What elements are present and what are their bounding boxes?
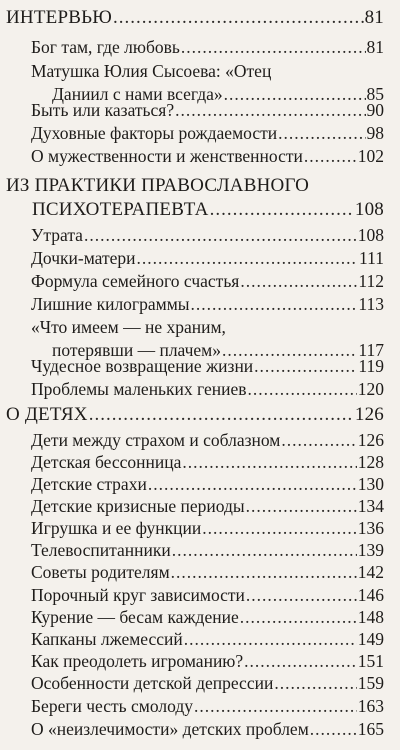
toc-page: 163 xyxy=(357,696,384,716)
leader-dots xyxy=(182,452,356,472)
toc-page: 159 xyxy=(357,673,384,693)
leader-dots xyxy=(240,271,357,291)
leader-dots xyxy=(310,719,357,739)
toc-title: Духовные факторы рождаемости xyxy=(31,123,278,143)
toc-page: 136 xyxy=(357,518,384,538)
leader-dots xyxy=(148,474,357,494)
toc-title: Порочный круг зависимости xyxy=(31,585,245,605)
toc-item xyxy=(0,100,400,120)
toc-item xyxy=(0,673,400,693)
toc-item xyxy=(0,271,400,291)
toc-item xyxy=(0,696,400,716)
toc-page: 85 xyxy=(366,84,384,104)
leader-dots xyxy=(254,356,357,376)
toc-item xyxy=(0,248,400,268)
leader-dots xyxy=(240,607,357,627)
toc-title: Быть или казаться? xyxy=(31,100,175,120)
leader-dots xyxy=(202,518,357,538)
toc-title: Береги честь смолоду xyxy=(31,696,194,716)
leader-dots xyxy=(274,673,356,693)
toc-title: Дочки-матери xyxy=(31,248,136,268)
toc-title: Дети между страхом и соблазном xyxy=(31,430,281,450)
leader-dots xyxy=(278,123,365,143)
toc-page: 139 xyxy=(357,540,384,560)
toc-item xyxy=(0,430,400,450)
toc-title: «Что имеем — не храним, xyxy=(31,317,226,337)
leader-dots xyxy=(194,696,357,716)
toc-page: 134 xyxy=(357,496,384,516)
leader-dots xyxy=(191,294,358,314)
leader-dots xyxy=(137,248,359,268)
toc-page: 113 xyxy=(358,294,384,314)
toc-page: 126 xyxy=(357,430,384,450)
toc-page: 81 xyxy=(366,37,384,57)
toc-item xyxy=(0,496,400,516)
toc-title-cont: Даниил с нами всегда» xyxy=(52,84,223,104)
leader-dots xyxy=(181,37,366,57)
leader-dots xyxy=(248,379,357,399)
toc-page: 112 xyxy=(358,271,384,291)
toc-page: 108 xyxy=(354,199,384,220)
toc-title: ИНТЕРВЬЮ xyxy=(6,7,112,28)
toc-item xyxy=(0,452,400,472)
toc-title: Чудесное возвращение жизни xyxy=(31,356,254,376)
leader-dots xyxy=(246,496,357,516)
toc-item xyxy=(0,379,400,399)
toc-title: Капканы лжемессий xyxy=(31,629,183,649)
toc-item xyxy=(0,518,400,538)
leader-dots xyxy=(113,8,364,28)
toc-page: 142 xyxy=(357,562,384,582)
toc-item xyxy=(0,317,400,361)
toc-title: Игрушка и ее функции xyxy=(31,518,202,538)
toc-item xyxy=(0,540,400,560)
leader-dots xyxy=(184,629,357,649)
toc-page: 119 xyxy=(358,356,384,376)
toc-title: Телевоспитанники xyxy=(31,540,171,560)
toc-page: 165 xyxy=(357,719,384,739)
toc-section-children xyxy=(0,405,400,427)
leader-dots xyxy=(175,100,365,120)
toc-title: Формула семейного счастья xyxy=(31,271,240,291)
toc-item xyxy=(0,585,400,605)
leader-dots xyxy=(244,651,357,671)
toc-item xyxy=(0,719,400,739)
toc-section-practice xyxy=(0,176,400,224)
toc-item xyxy=(0,356,400,376)
toc-page: 117 xyxy=(358,340,384,360)
toc-title: Матушка Юлия Сысоева: «Отец xyxy=(31,61,272,81)
toc-item xyxy=(0,629,400,649)
toc-title: О мужественности и женственности xyxy=(31,146,303,166)
toc-title: Проблемы маленьких гениев xyxy=(31,379,247,399)
toc-item xyxy=(0,146,400,166)
toc-page: 90 xyxy=(366,100,384,120)
toc-title: Как преодолеть игроманию? xyxy=(31,651,244,671)
toc-item xyxy=(0,123,400,143)
toc-page: 108 xyxy=(357,225,384,245)
toc-page: 146 xyxy=(357,585,384,605)
toc-title-cont: ПСИХОТЕРАПЕВТА xyxy=(32,199,209,220)
leader-dots xyxy=(172,540,357,560)
toc-item xyxy=(0,474,400,494)
toc-title: Детские кризисные периоды xyxy=(31,496,245,516)
toc-section-interview xyxy=(0,8,400,30)
toc-title: Советы родителям xyxy=(31,562,170,582)
toc-item xyxy=(0,294,400,314)
toc-page: 102 xyxy=(357,146,384,166)
toc-item xyxy=(0,651,400,671)
toc-item xyxy=(0,562,400,582)
toc-title: Утрата xyxy=(31,225,83,245)
toc-item xyxy=(0,37,400,57)
leader-dots xyxy=(210,200,354,220)
toc-title: Лишние килограммы xyxy=(31,294,190,314)
toc-page: 126 xyxy=(354,404,384,425)
toc-item xyxy=(0,225,400,245)
toc-page: 148 xyxy=(357,607,384,627)
toc-page: 98 xyxy=(366,123,384,143)
leader-dots xyxy=(281,430,356,450)
toc-page: 151 xyxy=(357,651,384,671)
toc-title: Детская бессонница xyxy=(31,452,182,472)
leader-dots xyxy=(246,585,357,605)
toc-title: ИЗ ПРАКТИКИ ПРАВОСЛАВНОГО xyxy=(6,175,310,196)
toc-title: Бог там, где любовь xyxy=(31,37,180,57)
toc-page: 81 xyxy=(364,7,384,28)
toc-item xyxy=(0,607,400,627)
toc-page: 130 xyxy=(357,474,384,494)
leader-dots xyxy=(171,562,357,582)
leader-dots xyxy=(304,146,357,166)
toc-item xyxy=(0,61,400,105)
toc-page: 111 xyxy=(359,248,384,268)
toc-title: Особенности детской депрессии xyxy=(31,673,274,693)
toc-page: 120 xyxy=(357,379,384,399)
leader-dots xyxy=(89,405,354,425)
toc-title: Детские страхи xyxy=(31,474,147,494)
toc-title: О «неизлечимости» детских проблем xyxy=(31,719,309,739)
leader-dots xyxy=(84,225,357,245)
toc-title-cont: потерявши — плачем» xyxy=(52,340,222,360)
toc-page: 128 xyxy=(357,452,384,472)
toc-title: О ДЕТЯХ xyxy=(6,404,88,425)
toc-title: Курение — бесам каждение xyxy=(31,607,239,627)
toc-page: 149 xyxy=(357,629,384,649)
